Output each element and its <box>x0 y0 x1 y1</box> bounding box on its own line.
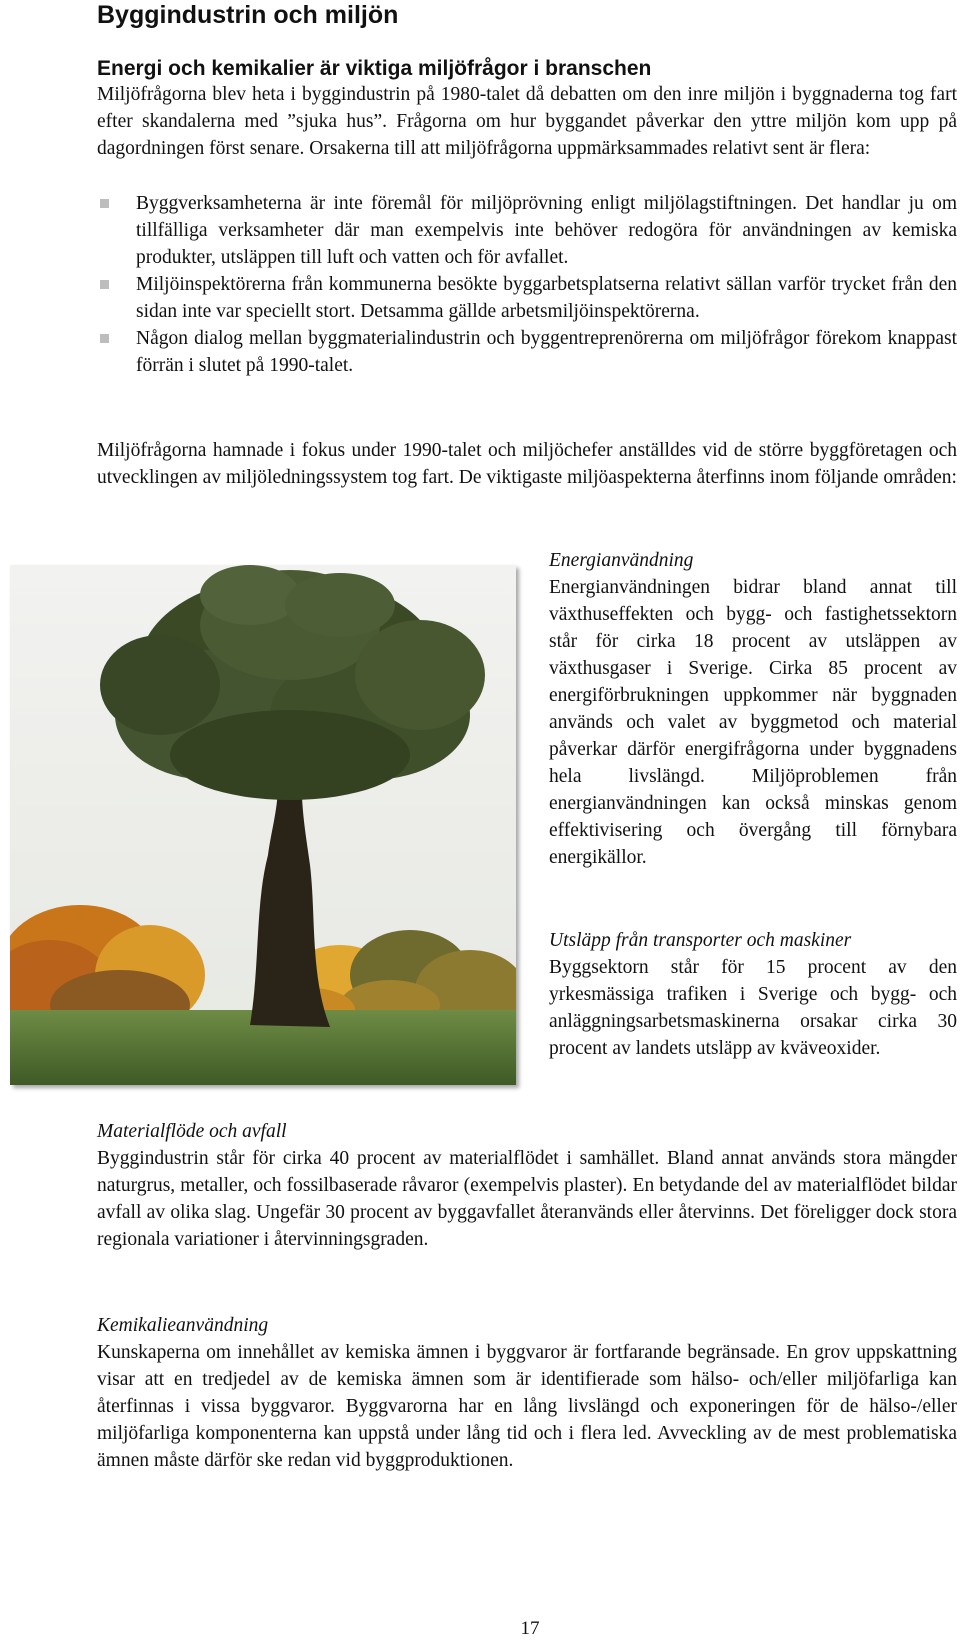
list-item <box>97 271 957 325</box>
section-heading: Kemikalieanvändning <box>97 1315 269 1336</box>
section-emissions <box>549 927 957 1062</box>
section-body: Byggsektorn står för 15 procent av den yrkesmässiga trafiken i Sverige och bygg- och anläggningsarbetsmaskinerna orsakar cirka 30 procent av landets utsläpp av kväveoxider. <box>549 957 957 1059</box>
section-body: Byggindustrin står för cirka 40 procent av materialflödet i samhället. Bland annat används stora mängder naturgrus, metaller, och fossilbaserade råvaror (exempelvis plaster). En betydande del av materialflödet bildar avfall av olika slag. Ungefär 30 procent av byggavfallet återanvänds eller återvinns. Det föreligger dock stora regionala variationer i återvinningsgraden. <box>97 1148 957 1250</box>
list-item <box>97 325 957 379</box>
focus-paragraph: Miljöfrågorna hamnade i fokus under 1990-talet och miljöchefer anställdes vid de större byggföretagen och utvecklingen av miljöledningssystem tog fart. De viktigaste miljöaspekterna återfinns inom följande områden: <box>97 440 957 488</box>
section-heading: Materialflöde och avfall <box>97 1121 287 1142</box>
section-heading: Utsläpp från transporter och maskiner <box>549 930 852 951</box>
section-body: Kunskaperna om innehållet av kemiska ämnen i byggvaror är fortfarande begränsade. En grov uppskattning visar att en tredjedel av de kemiska ämnen som är identifierade som hälso- och/eller miljöfarliga kan återfinnas i vissa byggvaror. Byggvarorna har en lång livslängd och exponeringen för de hälso-/eller miljöfarliga komponenterna kan uppstå under lång tid och i flera led. Avveckling av de mest problematiska ämnen måste därför ske redan vid byggproduktionen. <box>97 1342 957 1471</box>
oak-tree-photo <box>10 565 516 1085</box>
bullet-list <box>97 190 957 379</box>
list-item-text: Miljöinspektörerna från kommunerna besökte byggarbetsplatserna relativt sällan varför trycket från den sidan inte var speciellt stort. Detsamma gällde arbetsmiljöinspektörerna. <box>136 274 957 322</box>
list-item-text: Byggverksamheterna är inte föremål för miljöprövning enligt miljölagstiftningen. Det handlar ju om tillfälliga verksamheter där man exempelvis inte behöver redogöra för användningen av kemiska produkter, utsläppen till luft och vatten och för avfallet. <box>136 193 957 268</box>
list-item <box>97 190 957 271</box>
list-item-text: Någon dialog mellan byggmaterialindustrin och byggentreprenörerna om miljöfrågor förekom knappast förrän i slutet på 1990-talet. <box>136 328 957 376</box>
section-energy <box>549 547 957 871</box>
section-heading: Energianvändning <box>549 550 694 571</box>
square-bullet-icon <box>100 334 109 343</box>
page-number: 17 <box>520 1618 540 1639</box>
intro-paragraph: Miljöfrågorna blev heta i byggindustrin på 1980-talet då debatten om den inre miljön i byggnaderna tog fart efter skandalerna med ”sjuka hus”. Frågorna om hur byggandet påverkar den yttre miljön kom upp på dagordningen först senare. Orsakerna till att miljöfrågorna uppmärksammades relativt sent är flera: <box>97 84 957 159</box>
square-bullet-icon <box>100 199 109 208</box>
square-bullet-icon <box>100 280 109 289</box>
section-subtitle: Energi och kemikalier är viktiga miljöfrågor i branschen <box>97 57 652 80</box>
section-chemicals <box>97 1312 957 1474</box>
section-material-flow <box>97 1118 957 1253</box>
page-title: Byggindustrin och miljön <box>97 1 399 29</box>
section-body: Energianvändningen bidrar bland annat till växthuseffekten och bygg- och fastighetssektorn står för cirka 18 procent av utsläppen av växthusgaser i Sverige. Cirka 85 procent av energiförbrukningen uppkommer när byggnaden används och valet av byggmetod och material påverkar därför energifrågorna under byggnadens hela livslängd. Miljöproblemen från energianvändningen kan också minskas genom effektivisering och övergång till förnybara energikällor. <box>549 577 957 868</box>
